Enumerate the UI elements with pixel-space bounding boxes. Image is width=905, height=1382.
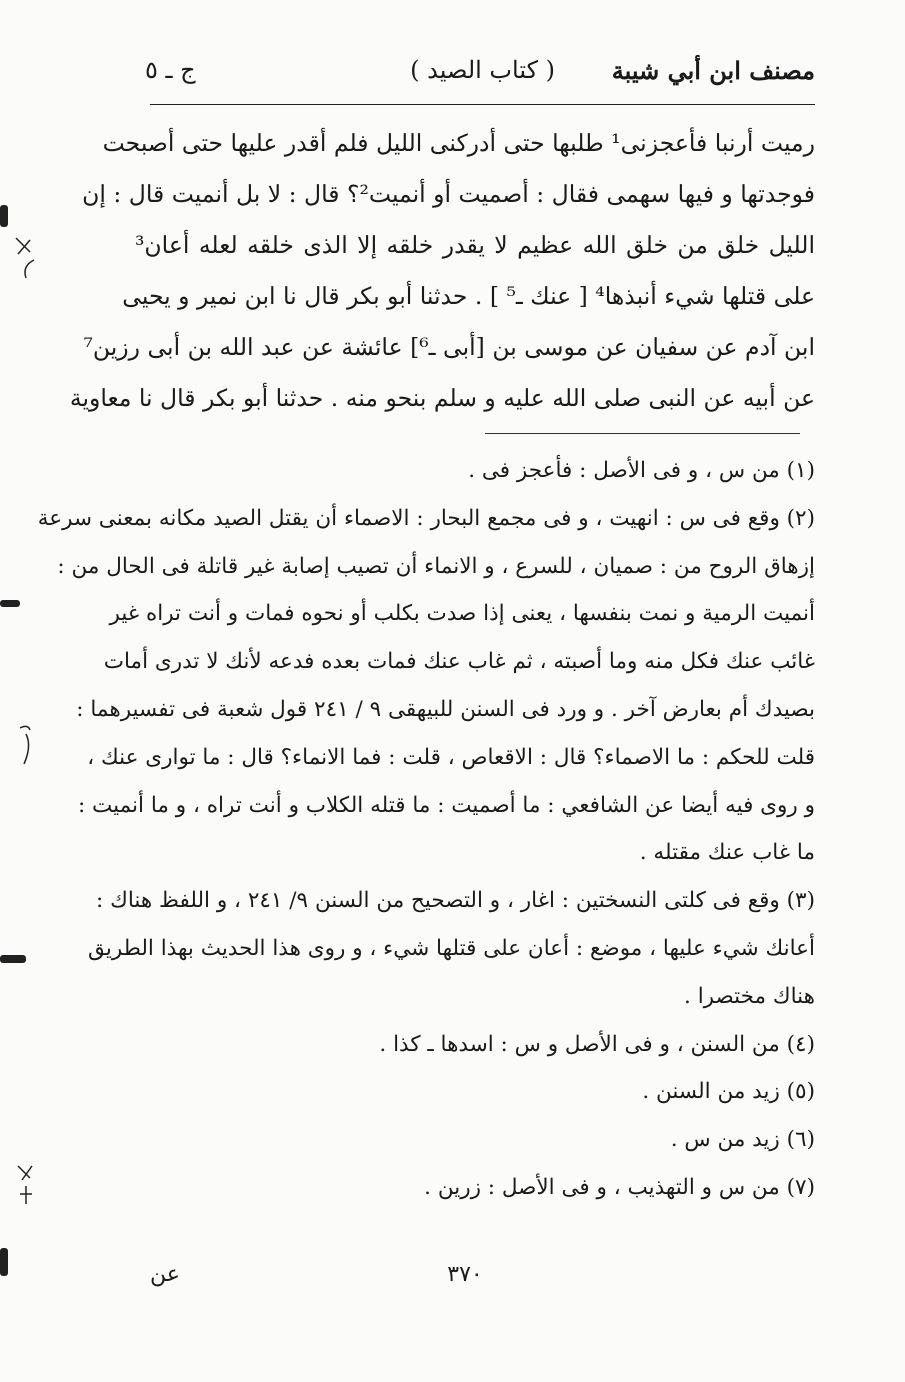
- footnote-line: (٦) زيد من س .: [670, 1127, 815, 1153]
- footnote-line: (١) من س ، و فى الأصل : فأعجز فى .: [468, 458, 815, 483]
- catchword: عن: [150, 1262, 180, 1287]
- footnote-line: هناك مختصرا .: [684, 983, 815, 1009]
- footnote-line: بصيدك أم بعارض آخر . و ورد فى السنن للبيهقى ٩ / ٢٤١ قول شعبة فى تفسيرهما :: [76, 696, 815, 722]
- footnote-line: إزهاق الروح من : صميان ، للسرع ، و الانماء أن تصيب إصابة غير قاتلة فى الحال من :: [57, 553, 815, 579]
- footnote-line: ما غاب عنك مقتله .: [639, 840, 815, 866]
- section-title: ( كتاب الصيد ): [410, 56, 555, 84]
- footnote-line: (٤) من السنن ، و فى الأصل و س : اسدها ـ كذا .: [379, 1031, 815, 1057]
- text-line: ابن آدم عن سفيان عن موسى بن [أبى ـ⁶] عائشة عن عبد الله بن أبى رزين⁷: [83, 333, 815, 361]
- text-line: الليل خلق من خلق الله عظيم لا يقدر خلقه إلا الذى خلقه لعله أعان³: [135, 231, 815, 259]
- scan-blot: [0, 1248, 8, 1276]
- margin-symbol: [12, 720, 38, 768]
- footnote-line: (٧) من س و التهذيب ، و فى الأصل : زرين .: [424, 1174, 815, 1200]
- footnote-line: أعانك شيء عليها ، موضع : أعان على قتلها شيء ، و روى هذا الحديث بهذا الطريق: [87, 935, 815, 961]
- footnote-line: غائب عنك فكل منه وما أصبته ، ثم غاب عنك فمات بعده فدعه لأنك لا تدرى أمات: [103, 649, 815, 675]
- scan-blot: [0, 955, 26, 963]
- running-header: [135, 56, 815, 96]
- footnote-line: (٥) زيد من السنن .: [642, 1079, 815, 1105]
- text-line: رميت أرنبا فأعجزنى¹ طلبها حتى أدركنى الليل فلم أقدر عليها حتى أصبحت: [102, 129, 815, 157]
- text-line: على قتلها شيء أنبذها⁴ [ عنك ـ⁵ ] . حدثنا أبو بكر قال نا ابن نمير و يحيى: [122, 282, 815, 310]
- header-rule: [150, 104, 815, 105]
- footnote-line: (٢) وقع فى س : انهيت ، و فى مجمع البحار : الاصماء أن يقتل الصيد مكانه بمعنى سرعة: [37, 505, 815, 531]
- text-line: عن أبيه عن النبى صلى الله عليه و سلم بنحو منه . حدثنا أبو بكر قال نا معاوية: [69, 384, 815, 412]
- footnote-line: قلت للحكم : ما الاصماء؟ قال : الاقعاص ، قلت : فما الانماء؟ قال : ما توارى عنك ،: [87, 744, 815, 770]
- footnotes: [37, 447, 815, 1212]
- margin-symbol: [12, 1160, 38, 1208]
- scan-blot: [0, 205, 8, 227]
- page-number: ٣٧٠: [447, 1262, 483, 1287]
- text-line: فوجدتها و فيها سهمى فقال : أصميت أو أنميت²؟ قال : لا بل أنميت قال : إن: [82, 180, 815, 208]
- footnote-rule: [485, 433, 800, 434]
- volume-number: ج ـ ٥: [145, 56, 196, 84]
- book-title: مصنف ابن أبي شيبة: [611, 56, 815, 85]
- margin-symbol: [12, 232, 38, 280]
- scan-blot: [0, 600, 20, 607]
- main-text: [69, 118, 815, 424]
- footnote-line: أنميت الرمية و نمت بنفسها ، يعنى إذا صدت بكلب أو نحوه فمات و أنت تراه غير: [109, 601, 815, 627]
- footnote-line: (٣) وقع فى كلتى النسختين : اغار ، و التصحيح من السنن ٩/ ٢٤١ ، و اللفظ هناك :: [96, 888, 815, 914]
- footnote-line: و روى فيه أيضا عن الشافعي : ما أصميت : ما قتله الكلاب و أنت تراه ، و ما أنميت :: [77, 792, 815, 818]
